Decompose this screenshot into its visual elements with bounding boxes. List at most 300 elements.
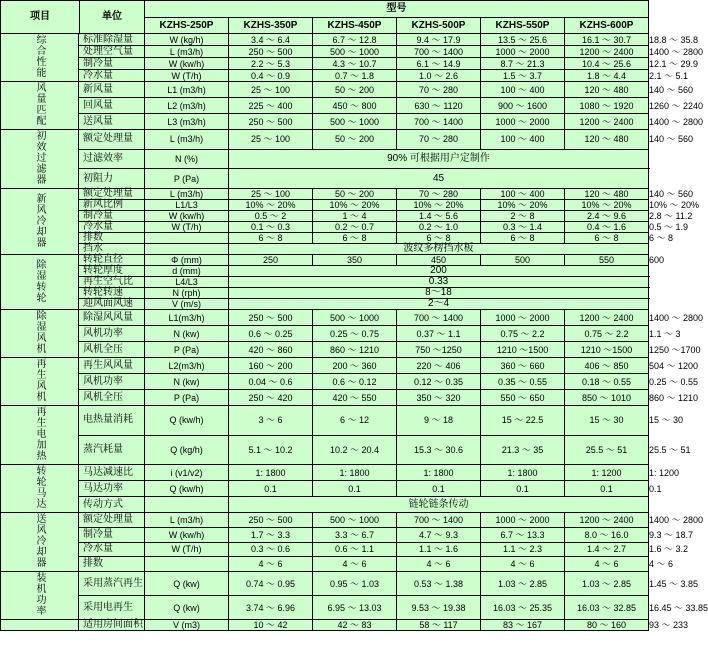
table-row: 马达功率 Q (kw/h) 0.1 0.1 0.1 0.1 0.1 0.1 [1, 481, 649, 497]
cell-value: 2.4 ～ 9.6 [565, 211, 649, 222]
cell-value: 160 ～ 200 [229, 358, 313, 374]
row-item-label: 再生空气比 [79, 277, 145, 288]
cell-value: 16.03 ～ 25.35 [481, 596, 565, 620]
cell-value: 0.2 ～ 0.7 [313, 222, 397, 233]
cell-value: 0.18 ～ 0.55 [565, 374, 649, 390]
cell-value: 225 ～ 400 [229, 98, 313, 114]
table-row [1, 277, 649, 288]
row-item-label: 制冷量 [79, 527, 145, 542]
row-unit: L4/L3 [145, 277, 229, 288]
group-label-supply_cooler: 送风冷却器 [1, 513, 79, 572]
row-item-label: 采用电再生 [79, 596, 145, 620]
cell-value: 2 ～ 8 [481, 211, 565, 222]
cell-value: 0.95 ～ 1.03 [313, 572, 397, 596]
row-unit: W (T/h) [145, 542, 229, 557]
table-row: 风机全压 P (Pa) 250 ～ 420 420 ～ 550 350 ～ 320 550 ～ 650 850 ～ 1010 860 ～ 1210 [1, 390, 649, 406]
cell-value: 16.1 ～ 30.7 [565, 34, 649, 46]
row-item-label: 挡水 [79, 244, 145, 255]
cell-value: 1080 ～ 1920 [565, 98, 649, 114]
cell-value: 1.4 ～ 5.6 [397, 211, 481, 222]
cell-value: 250 ～ 500 [229, 114, 313, 130]
cell-value: 0.75 ～ 2.2 [481, 326, 565, 342]
cell-value: 250 ～ 500 [229, 310, 313, 326]
cell-value: 450 ～ 800 [313, 98, 397, 114]
row-span-value: 8～18 [229, 288, 649, 299]
row-item-label: 新风量 [79, 82, 145, 98]
row-unit [145, 497, 229, 513]
row-item-label: 额定处理量 [79, 513, 145, 528]
cell-value: 360 ～ 660 [481, 358, 565, 374]
table-row: 冷水量 W (T/h) 0.1 ～ 0.3 0.2 ～ 0.7 0.2 ～ 1.0 0.3 ～ 1.4 0.4 ～ 1.6 0.5 ～ 1.9 [1, 222, 649, 233]
cell-value: 83 ～ 167 [481, 620, 565, 631]
table-row: 蒸汽耗量 Q (kg/h) 5.1 ～ 10.2 10.2 ～ 20.4 15.3 ～ 30.6 21.3 ～ 35 25.5 ～ 51 25.5 ～ 51 [1, 435, 649, 465]
cell-value: 500 ～ 1000 [313, 513, 397, 528]
cell-value: 4.7 ～ 9.3 [397, 527, 481, 542]
cell-value: 0.04 ～ 0.6 [229, 374, 313, 390]
cell-value: 1210 ～1500 [481, 342, 565, 358]
cell-value: 21.3 ～ 35 [481, 435, 565, 465]
cell-value: 0.53 ～ 1.38 [397, 572, 481, 596]
table-row [1, 299, 649, 310]
table-row: 风机功率 N (kw) 0.6 ～ 0.25 0.25 ～ 0.75 0.37 ～ 1.1 0.75 ～ 2.2 0.75 ～ 2.2 1.1 ～ 3 [1, 326, 649, 342]
cell-value: 100 ～ 400 [481, 82, 565, 98]
row-item-label: 回风量 [79, 98, 145, 114]
table-row: 送风量 L3 (m3/h) 250 ～ 500 500 ～ 1000 700 ～ 1400 1000 ～ 2000 1200 ～ 2400 1400 ～ 2800 [1, 114, 649, 130]
header-unit: 单位 [102, 11, 122, 22]
cell-value: 1.1 ～ 2.3 [481, 542, 565, 557]
cell-value: 1200 ～ 2400 [565, 46, 649, 58]
cell-value: 1.03 ～ 2.85 [481, 572, 565, 596]
group-label-motor: 转轮马达 [1, 465, 79, 513]
row-span-value: 链轮链条传动 [229, 497, 649, 513]
cell-value: 8.0 ～ 16.0 [565, 527, 649, 542]
cell-value: 10.2 ～ 20.4 [313, 435, 397, 465]
row-item-label: 初阻力 [79, 169, 145, 189]
cell-value: 1.4 ～ 2.7 [565, 542, 649, 557]
table-row: 再生风机 再生风风量 L2(m3/h) 160 ～ 200 200 ～ 360 220 ～ 406 360 ～ 660 406 ～ 850 504 ～ 1200 [1, 358, 649, 374]
table-row [1, 497, 649, 513]
cell-value: 8.7 ～ 21.3 [481, 58, 565, 70]
row-item-label: 排数 [79, 233, 145, 244]
cell-value: 1000 ～ 2000 [481, 114, 565, 130]
cell-value: 0.1 [565, 481, 649, 497]
cell-value: 700 ～ 1400 [397, 513, 481, 528]
cell-value: 350 ～ 320 [397, 390, 481, 406]
cell-value: 25 ～ 100 [229, 82, 313, 98]
header-item: 项目 [1, 1, 80, 33]
cell-value: 25.5 ～ 51 [565, 435, 649, 465]
cell-value: 0.6 ～ 1.1 [313, 542, 397, 557]
group-label-new_air_cooler: 新风冷却器 [1, 189, 79, 255]
group-label-rotor: 除湿转轮 [1, 255, 79, 310]
cell-value: 50 ～ 200 [313, 82, 397, 98]
row-unit: Q (kw) [145, 572, 229, 596]
model-header-5: KZHS-600P [565, 18, 649, 34]
cell-value: 9.53 ～ 19.38 [397, 596, 481, 620]
row-unit: L1(m3/h) [145, 310, 229, 326]
cell-value: 70 ～ 280 [397, 189, 481, 200]
cell-value: 0.25 ～ 0.75 [313, 326, 397, 342]
cell-value: 5.1 ～ 10.2 [229, 435, 313, 465]
cell-value: 200 ～ 360 [313, 358, 397, 374]
row-unit: d (mm) [145, 266, 229, 277]
cell-value: 10% ～ 20% [229, 200, 313, 211]
cell-value: 0.6 ～ 0.12 [313, 374, 397, 390]
table-row [1, 169, 649, 189]
row-item-label: 冷水量 [79, 542, 145, 557]
row-unit: L3 (m3/h) [145, 114, 229, 130]
cell-value: 1: 1800 [229, 465, 313, 481]
cell-value: 10% ～ 20% [565, 200, 649, 211]
cell-value: 1.7 ～ 3.3 [229, 527, 313, 542]
table-row: 转轮马达 马达减速比 i (v1/v2) 1: 1800 1: 1800 1: 1800 1: 1800 1: 1200 1: 1200 [1, 465, 649, 481]
cell-value: 120 ～ 480 [565, 189, 649, 200]
row-span-value: 波纹多楞挡水板 [229, 244, 649, 255]
row-unit: i (v1/v2) [145, 465, 229, 481]
cell-value: 3 ～ 6 [229, 406, 313, 436]
cell-value: 6.95 ～ 13.03 [313, 596, 397, 620]
cell-value: 0.37 ～ 1.1 [397, 326, 481, 342]
cell-value: 0.2 ～ 1.0 [397, 222, 481, 233]
cell-value: 120 ～ 480 [565, 130, 649, 150]
row-unit: L2(m3/h) [145, 358, 229, 374]
row-unit: Q (kw/h) [145, 481, 229, 497]
row-unit: L (m3/h) [145, 189, 229, 200]
table-row [1, 149, 649, 169]
cell-value: 70 ～ 280 [397, 130, 481, 150]
model-header-1: KZHS-350P [229, 18, 313, 34]
cell-value: 9 ～ 18 [397, 406, 481, 436]
row-item-label: 冷水量 [79, 222, 145, 233]
group-label-fan_match: 风量匹配 [1, 82, 79, 130]
row-item-label: 风机全压 [79, 342, 145, 358]
cell-value: 0.35 ～ 0.55 [481, 374, 565, 390]
cell-value: 1.1 ～ 1.6 [397, 542, 481, 557]
row-item-label: 额定处理量 [79, 130, 145, 150]
row-unit: N (rph) [145, 288, 229, 299]
row-span-value: 2～4 [229, 299, 649, 310]
header-model-group: 型号 [145, 1, 649, 18]
cell-value: 1200 ～ 2400 [565, 310, 649, 326]
table-row: 除湿风机 除湿风风量 L1(m3/h) 250 ～ 500 500 ～ 1000 700 ～ 1400 1000 ～ 2000 1200 ～ 2400 1400 ～ 2800 [1, 310, 649, 326]
row-span-value: 0.33 [229, 277, 649, 288]
cell-value: 250 ～ 500 [229, 513, 313, 528]
cell-value: 10% ～ 20% [313, 200, 397, 211]
cell-value: 10% ～ 20% [397, 200, 481, 211]
group-label-dehum_fan: 除湿风机 [1, 310, 79, 358]
row-unit: W (kw/h) [145, 58, 229, 70]
table-row: 制冷量 W (kw/h) 2.2 ～ 5.3 4.3 ～ 10.7 6.1 ～ 14.9 8.7 ～ 21.3 10.4 ～ 25.6 12.1 ～ 29.9 [1, 58, 649, 70]
cell-value: 42 ～ 83 [313, 620, 397, 631]
cell-value: 1000 ～ 2000 [481, 513, 565, 528]
cell-value: 100 ～ 400 [481, 189, 565, 200]
cell-value: 500 ～ 1000 [313, 114, 397, 130]
row-unit: W (T/h) [145, 70, 229, 82]
row-item-label: 转轮厚度 [79, 266, 145, 277]
row-item-label: 转轮转速 [79, 288, 145, 299]
cell-value: 4 ～ 6 [397, 557, 481, 572]
cell-value: 250 ～ 500 [229, 46, 313, 58]
cell-value: 6 ～ 8 [481, 233, 565, 244]
row-item-label: 送风量 [79, 114, 145, 130]
cell-value: 1 ～ 4 [313, 211, 397, 222]
cell-value: 500 ～ 1000 [313, 46, 397, 58]
row-item-label: 处理空气量 [79, 46, 145, 58]
cell-value: 0.3 ～ 0.6 [229, 542, 313, 557]
cell-value: 1.8 ～ 4.4 [565, 70, 649, 82]
row-item-label: 除湿风风量 [79, 310, 145, 326]
row-span-value: 90% 可根据用户定制作 [229, 149, 649, 169]
row-unit: L1/L3 [145, 200, 229, 211]
row-item-label: 制冷量 [79, 58, 145, 70]
cell-value: 4 ～ 6 [481, 557, 565, 572]
cell-value: 6 ～ 12 [313, 406, 397, 436]
cell-value: 10% ～ 20% [481, 200, 565, 211]
row-span-value: 200 [229, 266, 649, 277]
group-label-overall: 综合性能 [1, 34, 79, 82]
cell-value: 1000 ～ 2000 [481, 310, 565, 326]
cell-value: 350 [313, 255, 397, 266]
row-item-label: 传动方式 [79, 497, 145, 513]
cell-value: 850 ～ 1010 [565, 390, 649, 406]
cell-value: 4 ～ 6 [565, 557, 649, 572]
row-item-label: 风机功率 [79, 374, 145, 390]
cell-value: 0.7 ～ 1.8 [313, 70, 397, 82]
model-header-2: KZHS-450P [313, 18, 397, 34]
row-item-label: 冷水量 [79, 70, 145, 82]
cell-value: 1: 1200 [565, 465, 649, 481]
row-unit: L1 (m3/h) [145, 82, 229, 98]
row-unit: W (kg/h) [145, 34, 229, 46]
row-unit [145, 557, 229, 572]
cell-value: 250 [229, 255, 313, 266]
table-row: 排数 6 ～ 8 6 ～ 8 6 ～ 8 6 ～ 8 6 ～ 8 6 ～ 8 [1, 233, 649, 244]
cell-value: 6 ～ 8 [229, 233, 313, 244]
row-item-label: 排数 [79, 557, 145, 572]
table-row: 制冷量 W (kw/h) 1.7 ～ 3.3 3.3 ～ 6.7 4.7 ～ 9.3 6.7 ～ 13.3 8.0 ～ 16.0 9.3 ～ 18.7 [1, 527, 649, 542]
table-row: 制冷量 W (kw/h) 0.5 ～ 2 1 ～ 4 1.4 ～ 5.6 2 ～ 8 2.4 ～ 9.6 2.8 ～ 11.2 [1, 211, 649, 222]
cell-value: 750 ～1250 [397, 342, 481, 358]
cell-value: 4 ～ 6 [313, 557, 397, 572]
cell-value: 406 ～ 850 [565, 358, 649, 374]
cell-value: 1.5 ～ 3.7 [481, 70, 565, 82]
cell-value: 6 ～ 8 [565, 233, 649, 244]
group-label-power: 装机功率 [1, 572, 79, 620]
cell-value: 6 ～ 8 [397, 233, 481, 244]
table-row: 新风比例 L1/L3 10% ～ 20% 10% ～ 20% 10% ～ 20% 10% ～ 20% 10% ～ 20% 10% ～ 20% [1, 200, 649, 211]
cell-value: 25 ～ 100 [229, 189, 313, 200]
table-header-row-1 [1, 1, 649, 18]
cell-value: 0.4 ～ 0.9 [229, 70, 313, 82]
row-item-label: 马达功率 [79, 481, 145, 497]
cell-value: 0.3 ～ 1.4 [481, 222, 565, 233]
cell-value: 900 ～ 1600 [481, 98, 565, 114]
row-unit [145, 233, 229, 244]
cell-value: 700 ～ 1400 [397, 114, 481, 130]
cell-value: 0.4 ～ 1.6 [565, 222, 649, 233]
row-unit: V (m/s) [145, 299, 229, 310]
table-row: 冷水量 W (T/h) 0.4 ～ 0.9 0.7 ～ 1.8 1.0 ～ 2.6 1.5 ～ 3.7 1.8 ～ 4.4 2.1 ～ 5.1 [1, 70, 649, 82]
row-item-label: 再生风风量 [79, 358, 145, 374]
cell-value: 220 ～ 406 [397, 358, 481, 374]
cell-value: 1.03 ～ 2.85 [565, 572, 649, 596]
cell-value: 0.1 [313, 481, 397, 497]
table-row: 新风冷却器 额定处理量 L (m3/h) 25 ～ 100 50 ～ 200 70 ～ 280 100 ～ 400 120 ～ 480 140 ～ 560 [1, 189, 649, 200]
cell-value: 0.12 ～ 0.35 [397, 374, 481, 390]
cell-value: 80 ～ 160 [565, 620, 649, 631]
cell-value: 15.3 ～ 30.6 [397, 435, 481, 465]
row-unit: Q (kw) [145, 596, 229, 620]
cell-value: 2.2 ～ 5.3 [229, 58, 313, 70]
cell-value: 550 [565, 255, 649, 266]
row-unit: P (Pa) [145, 342, 229, 358]
cell-value: 13.5 ～ 25.6 [481, 34, 565, 46]
group-label-pre_filter: 初效过滤器 [1, 130, 79, 189]
cell-value: 3.4 ～ 6.4 [229, 34, 313, 46]
row-item-label: 标准除湿量 [79, 34, 145, 46]
table-row: 风机全压 P (Pa) 420 ～ 860 860 ～ 1210 750 ～1250 1210 ～1500 1210 ～1500 1250 ～1700 [1, 342, 649, 358]
model-header-4: KZHS-550P [481, 18, 565, 34]
table-row [1, 288, 649, 299]
row-item-label: 蒸汽耗量 [79, 435, 145, 465]
table-row: 装机功率 采用蒸汽再生 Q (kw) 0.74 ～ 0.95 0.95 ～ 1.03 0.53 ～ 1.38 1.03 ～ 2.85 1.03 ～ 2.85 1.45 ～ 3.85 [1, 572, 649, 596]
cell-value: 1: 1800 [313, 465, 397, 481]
cell-value: 1: 1800 [481, 465, 565, 481]
cell-value: 100 ～ 400 [481, 130, 565, 150]
row-unit: W (T/h) [145, 222, 229, 233]
cell-value: 0.1 [397, 481, 481, 497]
cell-value: 0.1 [481, 481, 565, 497]
header-item-unit-cell [1, 1, 145, 34]
cell-value: 250 ～ 420 [229, 390, 313, 406]
table-row: 风量匹配 新风量 L1 (m3/h) 25 ～ 100 50 ～ 200 70 ～ 280 100 ～ 400 120 ～ 480 140 ～ 560 [1, 82, 649, 98]
row-unit: L (m3/h) [145, 513, 229, 528]
row-unit: L (m3/h) [145, 46, 229, 58]
cell-value: 1000 ～ 2000 [481, 46, 565, 58]
cell-value: 4.3 ～ 10.7 [313, 58, 397, 70]
table-row: 处理空气量 L (m3/h) 250 ～ 500 500 ～ 1000 700 ～ 1400 1000 ～ 2000 1200 ～ 2400 1400 ～ 2800 [1, 46, 649, 58]
cell-value: 50 ～ 200 [313, 130, 397, 150]
cell-value: 9.4 ～ 17.9 [397, 34, 481, 46]
table-row: 排数 4 ～ 6 4 ～ 6 4 ～ 6 4 ～ 6 4 ～ 6 4 ～ 6 [1, 557, 649, 572]
row-unit: P (Pa) [145, 169, 229, 189]
row-item-label: 适用房间面积 [79, 620, 145, 631]
cell-value: 50 ～ 200 [313, 189, 397, 200]
cell-value: 6.1 ～ 14.9 [397, 58, 481, 70]
row-unit: L2 (m3/h) [145, 98, 229, 114]
cell-value: 1200 ～ 2400 [565, 513, 649, 528]
model-header-0: KZHS-250P [145, 18, 229, 34]
table-row: 适用房间面积 V (m3) 10 ～ 42 42 ～ 83 58 ～ 117 83 ～ 167 80 ～ 160 93 ～ 233 [1, 620, 649, 631]
table-row: 初效过滤器 额定处理量 L (m3/h) 25 ～ 100 50 ～ 200 70 ～ 280 100 ～ 400 120 ～ 480 140 ～ 560 [1, 130, 649, 150]
row-unit: W (kw/h) [145, 211, 229, 222]
group-label-regen_fan: 再生风机 [1, 358, 79, 406]
cell-value: 1: 1800 [397, 465, 481, 481]
row-item-label: 新风比例 [79, 200, 145, 211]
cell-value: 58 ～ 117 [397, 620, 481, 631]
cell-value: 860 ～ 1210 [313, 342, 397, 358]
table-row [1, 266, 649, 277]
cell-value: 120 ～ 480 [565, 82, 649, 98]
cell-value: 70 ～ 280 [397, 82, 481, 98]
group-label-regen_heat: 再生电加热 [1, 406, 79, 465]
cell-value: 0.1 ～ 0.3 [229, 222, 313, 233]
table-row: 综合性能 标准除湿量 W (kg/h) 3.4 ～ 6.4 6.7 ～ 12.8 9.4 ～ 17.9 13.5 ～ 25.6 16.1 ～ 30.7 18.8 ～ 35.8 [1, 34, 649, 46]
cell-value: 25 ～ 100 [229, 130, 313, 150]
cell-value: 1200 ～ 2400 [565, 114, 649, 130]
cell-value: 0.5 ～ 2 [229, 211, 313, 222]
row-unit: Φ (mm) [145, 255, 229, 266]
row-item-label: 转轮直径 [79, 255, 145, 266]
table-row: 除湿转轮 转轮直径 Φ (mm) 250 350 450 500 550 600 [1, 255, 649, 266]
row-item-label: 风机全压 [79, 390, 145, 406]
cell-value: 6.7 ～ 13.3 [481, 527, 565, 542]
table-row: 送风冷却器 额定处理量 L (m3/h) 250 ～ 500 500 ～ 1000 700 ～ 1400 1000 ～ 2000 1200 ～ 2400 1400 ～ 2800 [1, 513, 649, 528]
cell-value: 630 ～ 1120 [397, 98, 481, 114]
cell-value: 3.3 ～ 6.7 [313, 527, 397, 542]
cell-value: 0.1 [229, 481, 313, 497]
table-row: 风机功率 N (kw) 0.04 ～ 0.6 0.6 ～ 0.12 0.12 ～ 0.35 0.35 ～ 0.55 0.18 ～ 0.55 0.25 ～ 0.55 [1, 374, 649, 390]
cell-value: 0.6 ～ 0.25 [229, 326, 313, 342]
row-item-label: 马达减速比 [79, 465, 145, 481]
table-row [1, 244, 649, 255]
cell-value: 6 ～ 8 [313, 233, 397, 244]
cell-value: 16.03 ～ 32.85 [565, 596, 649, 620]
cell-value: 420 ～ 550 [313, 390, 397, 406]
cell-value: 0.74 ～ 0.95 [229, 572, 313, 596]
row-item-label: 过滤效率 [79, 149, 145, 169]
cell-value: 700 ～ 1400 [397, 46, 481, 58]
row-item-label: 额定处理量 [79, 189, 145, 200]
row-unit: V (m3) [145, 620, 229, 631]
row-item-label: 采用蒸汽再生 [79, 572, 145, 596]
row-item-label: 电热量消耗 [79, 406, 145, 436]
cell-value: 700 ～ 1400 [397, 310, 481, 326]
group-label-area [1, 620, 79, 631]
row-item-label: 迎风面风速 [79, 299, 145, 310]
cell-value: 10.4 ～ 25.6 [565, 58, 649, 70]
row-unit: W (kw/h) [145, 527, 229, 542]
cell-value: 450 [397, 255, 481, 266]
table-row: 采用电再生 Q (kw) 3.74 ～ 6.96 6.95 ～ 13.03 9.53 ～ 19.38 16.03 ～ 25.35 16.03 ～ 32.85 16.45 ～ 33.85 [1, 596, 649, 620]
cell-value: 10 ～ 42 [229, 620, 313, 631]
cell-value: 4 ～ 6 [229, 557, 313, 572]
row-unit: Q (kg/h) [145, 435, 229, 465]
row-unit: N (kw) [145, 326, 229, 342]
row-unit [145, 244, 229, 255]
cell-value: 420 ～ 860 [229, 342, 313, 358]
cell-value: 500 [481, 255, 565, 266]
row-unit: L (m3/h) [145, 130, 229, 150]
cell-value: 1.0 ～ 2.6 [397, 70, 481, 82]
cell-value: 550 ～ 650 [481, 390, 565, 406]
row-unit: N (%) [145, 149, 229, 169]
cell-value: 15 ～ 22.5 [481, 406, 565, 436]
cell-value: 15 ～ 30 [565, 406, 649, 436]
row-unit: N (kw) [145, 374, 229, 390]
cell-value: 0.75 ～ 2.2 [565, 326, 649, 342]
row-unit: P (Pa) [145, 390, 229, 406]
table-row: 冷水量 W (T/h) 0.3 ～ 0.6 0.6 ～ 1.1 1.1 ～ 1.6 1.1 ～ 2.3 1.4 ～ 2.7 1.6 ～ 3.2 [1, 542, 649, 557]
row-unit: Q (kw/h) [145, 406, 229, 436]
table-row: 再生电加热 电热量消耗 Q (kw/h) 3 ～ 6 6 ～ 12 9 ～ 18 15 ～ 22.5 15 ～ 30 15 ～ 30 [1, 406, 649, 436]
cell-value: 500 ～ 1000 [313, 310, 397, 326]
cell-value: 3.74 ～ 6.96 [229, 596, 313, 620]
model-header-3: KZHS-500P [397, 18, 481, 34]
row-item-label: 风机功率 [79, 326, 145, 342]
row-item-label: 制冷量 [79, 211, 145, 222]
table-row: 回风量 L2 (m3/h) 225 ～ 400 450 ～ 800 630 ～ 1120 900 ～ 1600 1080 ～ 1920 1260 ～ 2240 [1, 98, 649, 114]
